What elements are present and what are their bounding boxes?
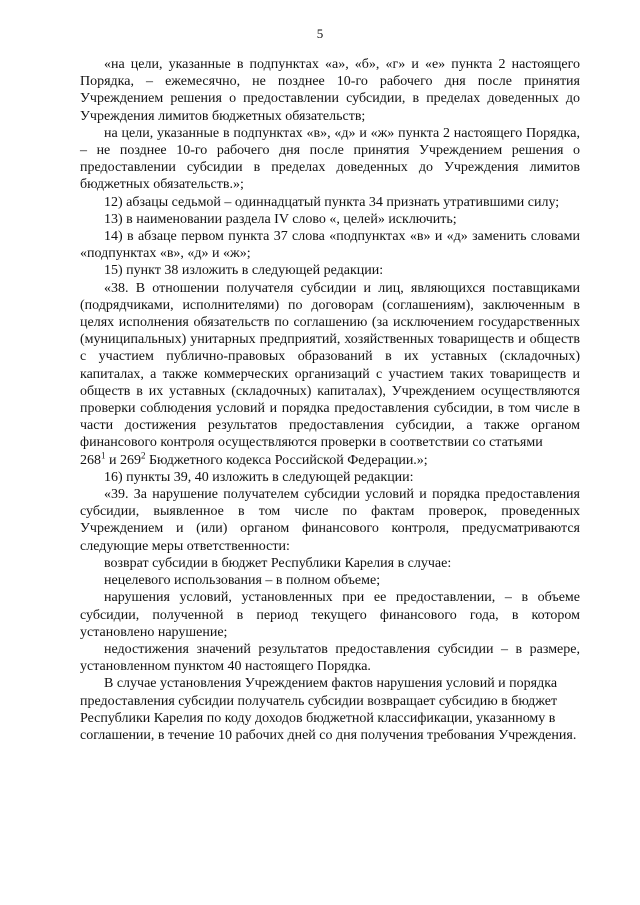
article-269-superscript: 2 bbox=[141, 450, 146, 461]
article-269: 269 bbox=[120, 452, 141, 468]
paragraph-item-14: 14) в абзаце первом пункта 37 слова «подпунктах «в» и «д» заменить словами «подпунктах «в», «д» и «ж»; bbox=[80, 229, 580, 262]
clause-38-ending: Бюджетного кодекса Российской Федерации.»; bbox=[145, 452, 428, 468]
document-body bbox=[80, 56, 580, 744]
paragraph-item-13: 13) в наименовании раздела IV слово «, целей» исключить; bbox=[104, 211, 457, 227]
paragraph-item-12: 12) абзацы седьмой – одиннадцатый пункта 34 признать утратившими силу; bbox=[104, 194, 560, 210]
paragraph-non-achievement: недостижения значений результатов предоставления субсидии – в размере, установленном пунктом 40 настоящего Порядка. bbox=[80, 641, 580, 675]
paragraph-refund-procedure: В случае установления Учреждением фактов нарушения условий и порядка предоставления субсидии получатель субсидии возвращает субсидию в бюджет Республики Карелия по коду доходов бюджетной классификации, указанному в соглашении, в течение 10 рабочих дней со дня получения требования Учреждения. bbox=[80, 676, 577, 743]
paragraph-clause-39: «39. За нарушение получателем субсидии условий и порядка предоставления субсидии, выявленное в том числе по фактам проверок, проведенных Учреждением и (или) органом финансового контроля, предусматриваются следующие меры ответственности: bbox=[80, 487, 580, 554]
paragraph-funding-schedule-b: на цели, указанные в подпунктах «в», «д» и «ж» пункта 2 настоящего Порядка, – не позднее 10-го рабочего дня после принятия Учреждением решения о предоставлении субсидии в пределах доведенных до Учреждения лимитов бюджетных обязательств.»; bbox=[80, 125, 580, 193]
clause-38-conjunction: и bbox=[105, 452, 120, 468]
page-number: 5 bbox=[316, 26, 324, 41]
paragraph-clause-38 bbox=[80, 280, 580, 469]
paragraph-refund-cases: возврат субсидии в бюджет Республики Карелия в случае: bbox=[104, 555, 452, 571]
article-268: 268 bbox=[80, 452, 101, 468]
paragraph-item-15: 15) пункт 38 изложить в следующей редакции: bbox=[104, 263, 384, 279]
article-268-superscript: 1 bbox=[101, 450, 106, 461]
clause-38-text: «38. В отношении получателя субсидии и лиц, являющихся поставщиками (подрядчиками, исполнителями) по договорам (соглашениям), заключенным в целях исполнения обязательств по соглашению (за исключением государственных (муниципальных) унитарных предприятий, хозяйственных товариществ и обществ с участием публично-правовых образований в их уставных (складочных) капиталах, а также коммерческих организаций с участием таких товариществ и обществ в их уставных (складочных) капиталах), Учреждением осуществляются проверки соблюдения условий и порядка предоставления субсидии, в том числе в части достижения результатов предоставления субсидии, а также органом финансового контроля осуществляются проверки в соответствии со статьями bbox=[80, 280, 580, 451]
paragraph-item-16: 16) пункты 39, 40 изложить в следующей редакции: bbox=[104, 469, 414, 485]
paragraph-violation: нарушения условий, установленных при ее предоставлении, – в объеме субсидии, полученной в период текущего финансового года, в котором установлено нарушение; bbox=[80, 590, 580, 640]
paragraph-misuse: нецелевого использования – в полном объеме; bbox=[104, 573, 381, 589]
paragraph-funding-schedule-a: «на цели, указанные в подпунктах «а», «б», «г» и «е» пункта 2 настоящего Порядка, – ежемесячно, не позднее 10-го рабочего дня после принятия Учреждением решения о предоставлении субсидии, в пределах доведенных до Учреждения лимитов бюджетных обязательств; bbox=[80, 57, 580, 124]
